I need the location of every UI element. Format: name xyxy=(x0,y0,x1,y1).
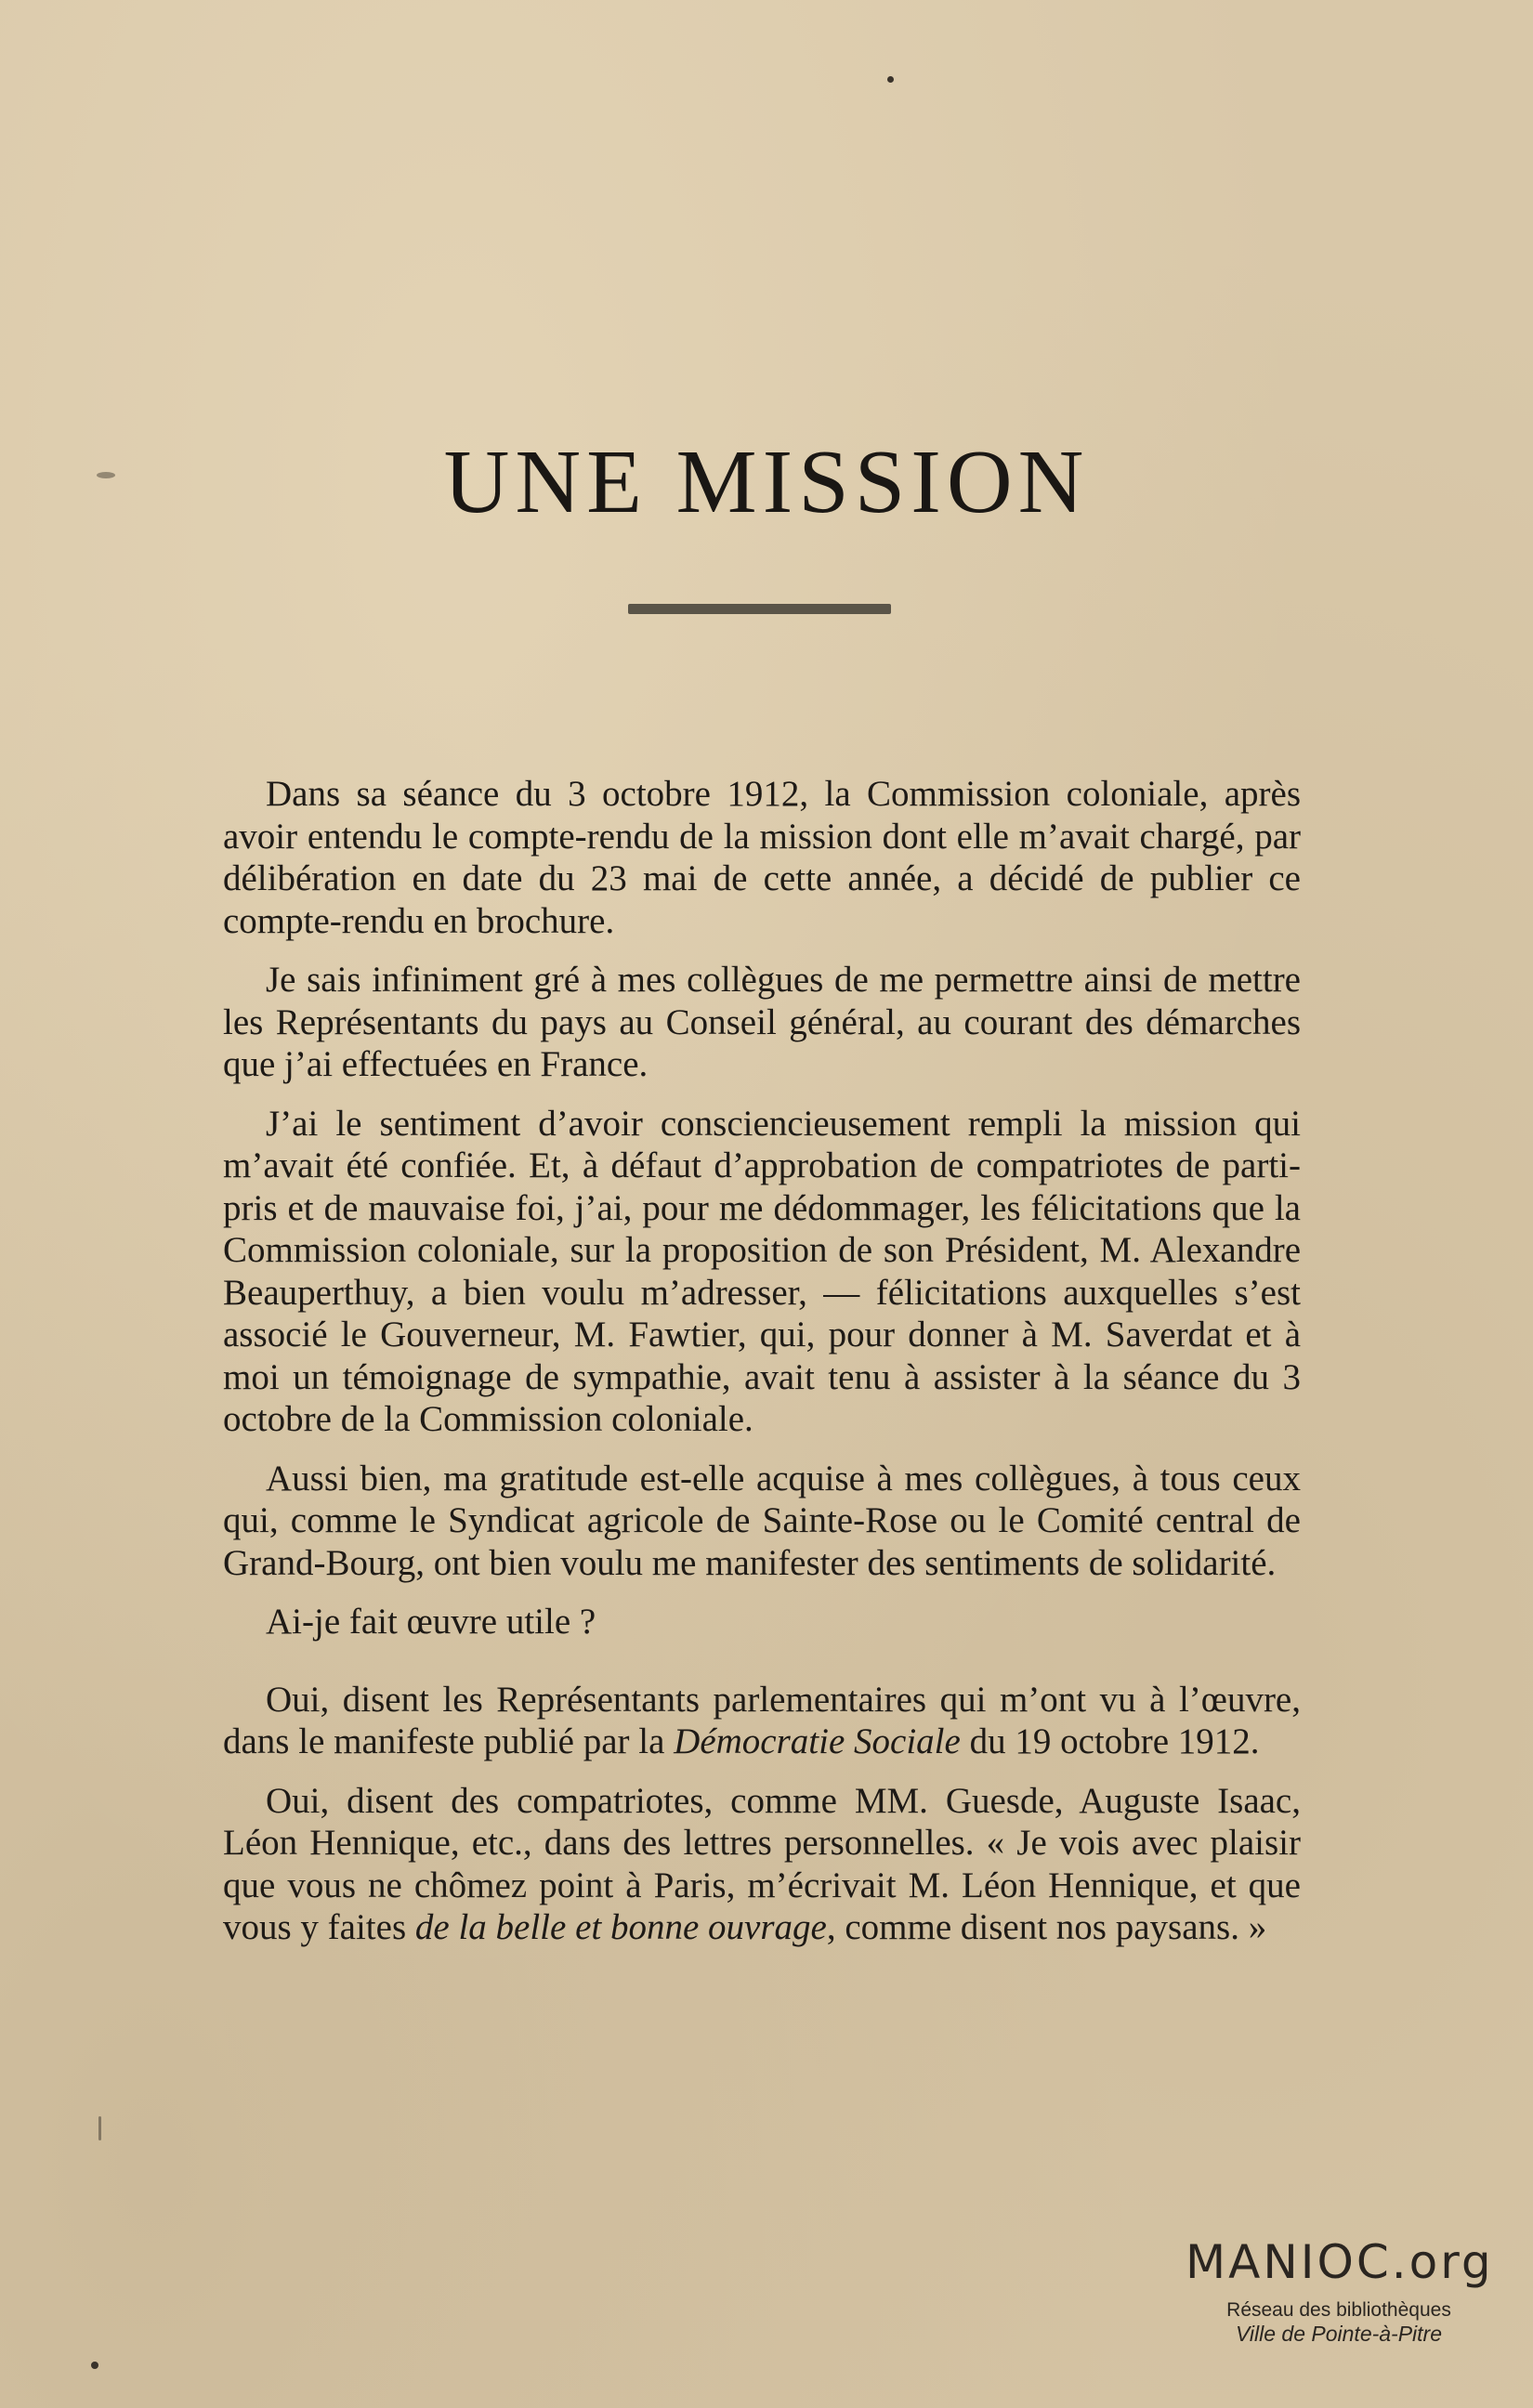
paragraph-7-text-a: Oui, disent des compatriotes, comme MM. Guesde, Auguste Isaac, Léon Hennique, etc., dans des lettres personnelles. « Je vois avec plaisir que vous ne chômez point à Paris, m’écrivait M. Léon Hennique, et que vous y faites xyxy=(223,1780,1301,1947)
manioc-city-label: Ville de Pointe-à-Pitre xyxy=(1235,2322,1443,2347)
paragraph-7-quote-italic: de la belle et bonne ouvrage xyxy=(414,1907,827,1947)
title-underline-rule xyxy=(628,604,891,614)
body-text xyxy=(223,773,1301,1966)
paragraph-6 xyxy=(223,1679,1301,1763)
manioc-logo-text: MANIOC.org xyxy=(1186,2235,1494,2289)
paragraph-7 xyxy=(223,1780,1301,1949)
paragraph-2: Je sais infiniment gré à mes collègues de me permettre ainsi de mettre les Représentants du pays au Conseil général, au courant des démarches que j’ai effectuées en France. xyxy=(223,960,1301,1084)
paragraph-4: Aussi bien, ma gratitude est-elle acquise à mes collègues, à tous ceux qui, comme le Syndicat agricole de Sainte-Rose ou le Comité central de Grand-Bourg, ont bien voulu me manifester des sentiments de solidarité. xyxy=(223,1458,1301,1583)
page-title: UNE MISSION xyxy=(443,432,1090,532)
paragraph-7-text-b: , comme disent nos paysans. » xyxy=(826,1907,1267,1947)
manioc-network-label: Réseau des bibliothèques xyxy=(1226,2299,1451,2321)
paper-speck xyxy=(97,472,115,478)
paragraph-6-text-a: Oui, disent les Représentants parlementaires qui m’ont vu à l’œuvre, dans le manifeste publié par la xyxy=(223,1679,1301,1761)
paragraph-6-newspaper-title: Démocratie Sociale xyxy=(674,1721,961,1761)
paragraph-6-text-b: du 19 octobre 1912. xyxy=(960,1721,1260,1761)
paragraph-1: Dans sa séance du 3 octobre 1912, la Commission coloniale, après avoir entendu le compte-rendu de la mission dont elle m’avait chargé, par délibération en date du 23 mai de cette année, a décidé de publier ce compte-rendu en brochure. xyxy=(223,774,1301,941)
paper-speck xyxy=(91,2362,98,2369)
paper-speck xyxy=(887,76,894,83)
paragraph-3: J’ai le sentiment d’avoir consciencieusement rempli la mission qui m’avait été confiée. Et, à défaut d’approbation de compatriotes de parti-pris et de mauvaise foi, j’ai, pour me dédommager, les félicitations que la Commission coloniale, sur la proposition de son Président, M. Alexandre Beauperthuy, a bien voulu m’adresser, — félicitations auxquelles s’est associé le Gouverneur, M. Fawtier, qui, pour donner à M. Saverdat et à moi un témoignage de sympathie, avait tenu à assister à la séance du 3 octobre de la Commission coloniale. xyxy=(223,1103,1301,1439)
manioc-watermark xyxy=(1186,2235,1494,2348)
paragraph-question: Ai-je fait œuvre utile ? xyxy=(266,1602,596,1642)
paper-speck xyxy=(98,2116,101,2140)
